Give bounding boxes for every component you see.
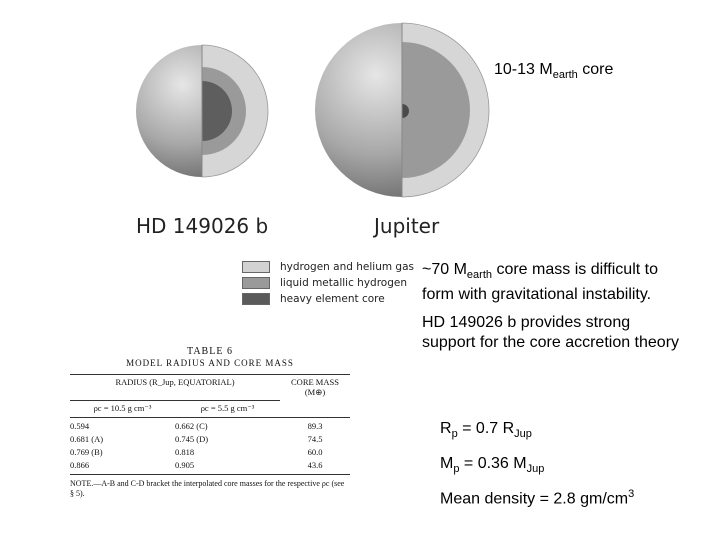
table-cell: 60.0	[307, 447, 323, 457]
hd-149026b-planet	[136, 45, 268, 177]
core-mass-suffix: core mass is difficult to	[492, 261, 658, 278]
legend-label-gas: hydrogen and helium gas	[280, 261, 414, 273]
stat-radius-sub2: Jup	[514, 428, 532, 441]
stat-radius	[440, 420, 532, 440]
table-cell: 0.662 (C)	[175, 421, 208, 431]
support-line2: support for the core accretion theory	[422, 334, 680, 351]
jupiter-core-sub: earth	[552, 69, 578, 82]
jupiter-core-annotation	[494, 60, 613, 85]
table-title: TABLE 6	[187, 346, 233, 357]
legend-swatch-gas	[242, 261, 270, 273]
table-cell: 74.5	[307, 434, 323, 444]
legend-swatch-metallic	[242, 277, 270, 289]
table-header-group	[70, 377, 350, 398]
stat-mass-sub1: p	[453, 463, 460, 476]
core-mass-sub: earth	[466, 269, 492, 282]
legend-label-metallic: liquid metallic hydrogen	[280, 277, 407, 289]
table-cell: 89.3	[307, 421, 323, 431]
table-col-core-mass: CORE MASS (M⊕)	[291, 377, 339, 397]
support-note	[422, 313, 679, 353]
table-row	[70, 421, 350, 431]
table-group-header: RADIUS (R_Jup, EQUATORIAL)	[115, 377, 235, 387]
legend-item-metallic	[242, 276, 407, 290]
legend-item-gas	[242, 260, 414, 274]
table-cell: 0.905	[175, 460, 195, 470]
table-bottom-rule	[70, 474, 350, 475]
stat-mass-sub2: Jup	[526, 463, 545, 476]
stat-radius-prefix: R	[440, 420, 452, 437]
stat-mass-prefix: M	[440, 455, 454, 472]
table-header-row	[70, 403, 350, 414]
table-cell: 0.866	[70, 460, 90, 470]
support-line1: HD 149026 b provides strong	[422, 314, 631, 331]
stat-density	[440, 488, 634, 508]
stat-density-sup: 3	[628, 488, 635, 500]
jupiter-core-prefix: 10-13 M	[494, 61, 553, 78]
stat-radius-sub1: p	[451, 428, 458, 441]
table-cell: 0.681 (A)	[70, 434, 104, 444]
table-col-rho-high: ρc = 10.5 g cm⁻³	[93, 403, 152, 413]
jupiter-planet	[315, 23, 489, 197]
jupiter-label: Jupiter	[374, 214, 440, 238]
table-top-rule	[70, 374, 350, 375]
table-subtitle: MODEL RADIUS AND CORE MASS	[126, 358, 294, 368]
jupiter-core-suffix: core	[577, 61, 614, 78]
core-mass-line2: form with gravitational instability.	[422, 286, 652, 304]
table-row	[70, 447, 350, 457]
table-note: NOTE.—A-B and C-D bracket the interpolated core masses for the respective ρc (see § 5).	[70, 479, 345, 498]
legend-label-core: heavy element core	[280, 293, 385, 305]
table-col-rho-low: ρc = 5.5 g cm⁻³	[200, 403, 255, 413]
core-mass-note	[422, 260, 658, 305]
stat-density-prefix: Mean density = 2.8 gm/cm	[440, 490, 629, 508]
table-cell: 43.6	[307, 460, 323, 470]
table-row	[70, 460, 350, 470]
hd-planet-label: HD 149026 b	[136, 214, 269, 238]
table-cell: 0.818	[175, 447, 195, 457]
legend-item-core	[242, 292, 385, 306]
core-mass-prefix: ~70 M	[422, 261, 467, 278]
table-cell: 0.769 (B)	[70, 447, 103, 457]
model-table	[70, 346, 350, 499]
legend-swatch-core	[242, 293, 270, 305]
table-group-rule	[70, 400, 280, 401]
stat-radius-mid: = 0.7 R	[457, 420, 515, 437]
table-cell: 0.745 (D)	[175, 434, 209, 444]
table-header-rule	[70, 417, 350, 418]
stat-mass	[440, 455, 544, 475]
stat-mass-mid: = 0.36 M	[459, 455, 527, 472]
table-cell: 0.594	[70, 421, 90, 431]
table-row	[70, 434, 350, 444]
table-body	[70, 421, 350, 470]
